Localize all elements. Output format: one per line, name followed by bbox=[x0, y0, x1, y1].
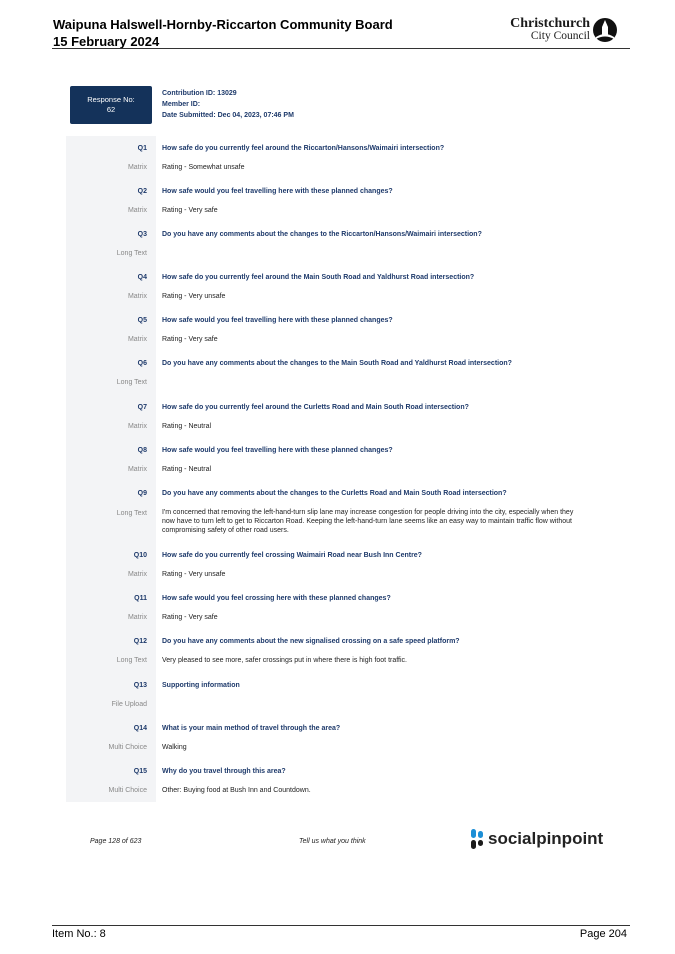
question-number: Q2 bbox=[137, 188, 147, 195]
answer-value: Rating - Very unsafe bbox=[162, 293, 226, 300]
footer-divider bbox=[52, 925, 630, 926]
answer-type: Matrix bbox=[127, 614, 147, 621]
question-number: Q14 bbox=[133, 725, 147, 732]
answer-row bbox=[0, 785, 675, 797]
question-number: Q4 bbox=[137, 274, 147, 281]
question-number: Q5 bbox=[137, 317, 147, 324]
question-row bbox=[0, 680, 675, 692]
question-text: How safe do you currently feel crossing Waimairi Road near Bush Inn Centre? bbox=[162, 552, 422, 559]
question-number: Q13 bbox=[133, 682, 147, 689]
response-number: 62 bbox=[106, 105, 116, 114]
answer-value: Other: Buying food at Bush Inn and Countdown. bbox=[162, 787, 311, 794]
question-number: Q6 bbox=[137, 360, 147, 367]
question-row bbox=[0, 550, 675, 562]
answer-type: Matrix bbox=[127, 423, 147, 430]
answer-type: Long Text bbox=[116, 250, 147, 257]
cathedral-icon bbox=[592, 17, 618, 43]
question-row bbox=[0, 636, 675, 648]
header-divider bbox=[52, 48, 630, 49]
question-text: Why do you travel through this area? bbox=[162, 768, 286, 775]
answer-row bbox=[0, 205, 675, 217]
response-label: Response No: bbox=[87, 95, 135, 104]
question-text: Do you have any comments about the changes to the Curletts Road and Main South Road intersection? bbox=[162, 490, 507, 497]
answer-row bbox=[0, 291, 675, 303]
question-row bbox=[0, 766, 675, 778]
date-submitted-label: Date Submitted: bbox=[162, 112, 216, 119]
question-row bbox=[0, 358, 675, 370]
question-number: Q8 bbox=[137, 447, 147, 454]
answer-type: Matrix bbox=[127, 293, 147, 300]
answer-row bbox=[0, 612, 675, 624]
answer-value: Very pleased to see more, safer crossings put in where there is high foot traffic. bbox=[162, 657, 407, 664]
answer-type: File Upload bbox=[111, 701, 147, 708]
item-number: Item No.: 8 bbox=[52, 928, 106, 940]
question-row bbox=[0, 186, 675, 198]
answer-row bbox=[0, 162, 675, 174]
question-row bbox=[0, 272, 675, 284]
contribution-id: 13029 bbox=[217, 90, 237, 97]
question-number: Q3 bbox=[137, 231, 147, 238]
answer-row bbox=[0, 377, 675, 389]
answer-type: Long Text bbox=[116, 657, 147, 664]
question-number: Q10 bbox=[133, 552, 147, 559]
answer-value: Rating - Neutral bbox=[162, 466, 212, 473]
answer-type: Long Text bbox=[116, 379, 147, 386]
question-row bbox=[0, 315, 675, 327]
meeting-date: 15 February 2024 bbox=[53, 34, 160, 49]
board-name: Waipuna Halswell-Hornby-Riccarton Community Board bbox=[53, 17, 393, 32]
question-number: Q9 bbox=[137, 490, 147, 497]
answer-type: Matrix bbox=[127, 466, 147, 473]
question-text: How safe would you feel travelling here with these planned changes? bbox=[162, 188, 393, 195]
answer-type: Multi Choice bbox=[108, 787, 147, 794]
answer-row bbox=[0, 508, 675, 538]
answer-type: Multi Choice bbox=[108, 744, 147, 751]
answer-type: Matrix bbox=[127, 571, 147, 578]
question-row bbox=[0, 402, 675, 414]
question-text: What is your main method of travel through the area? bbox=[162, 725, 341, 732]
question-text: Supporting information bbox=[162, 682, 240, 689]
answer-row bbox=[0, 248, 675, 260]
answer-value: Rating - Neutral bbox=[162, 423, 212, 430]
question-number: Q15 bbox=[133, 768, 147, 775]
answer-value: Rating - Very safe bbox=[162, 614, 218, 621]
brand-name: socialpinpoint bbox=[488, 829, 604, 848]
answer-value: Rating - Very safe bbox=[162, 336, 218, 343]
question-row bbox=[0, 445, 675, 457]
document-header bbox=[53, 16, 393, 50]
question-number: Q7 bbox=[137, 404, 147, 411]
question-row bbox=[0, 229, 675, 241]
answer-row bbox=[0, 699, 675, 711]
tagline: Tell us what you think bbox=[299, 838, 366, 845]
answer-type: Matrix bbox=[127, 207, 147, 214]
answer-value: Rating - Very unsafe bbox=[162, 571, 226, 578]
logo-line-2: City Council bbox=[530, 30, 590, 42]
answer-type: Matrix bbox=[127, 336, 147, 343]
question-text: How safe would you feel travelling here with these planned changes? bbox=[162, 447, 393, 454]
question-text: Do you have any comments about the new signalised crossing on a safe speed platform? bbox=[162, 638, 460, 645]
answer-row bbox=[0, 421, 675, 433]
question-row bbox=[0, 593, 675, 605]
answer-row bbox=[0, 569, 675, 581]
question-text: How safe do you currently feel around the Curletts Road and Main South Road intersection? bbox=[162, 404, 469, 411]
question-text: How safe would you feel crossing here with these planned changes? bbox=[162, 595, 391, 602]
answer-value: Walking bbox=[162, 744, 187, 751]
answer-type: Matrix bbox=[127, 164, 147, 171]
answer-row bbox=[0, 464, 675, 476]
question-text: Do you have any comments about the changes to the Riccarton/Hansons/Waimairi intersection? bbox=[162, 231, 482, 238]
page-number: Page 204 bbox=[579, 928, 627, 940]
question-text: How safe do you currently feel around the Main South Road and Yaldhurst Road intersection? bbox=[162, 274, 475, 281]
question-text: How safe do you currently feel around the Riccarton/Hansons/Waimairi intersection? bbox=[162, 145, 445, 152]
answer-row bbox=[0, 655, 675, 667]
response-number-badge bbox=[70, 86, 152, 124]
question-text: How safe would you feel travelling here with these planned changes? bbox=[162, 317, 393, 324]
member-label: Member ID: bbox=[162, 101, 201, 108]
date-submitted-value: Dec 04, 2023, 07:46 PM bbox=[217, 112, 294, 119]
answer-row bbox=[0, 742, 675, 754]
question-row bbox=[0, 143, 675, 155]
question-text: Do you have any comments about the changes to the Main South Road and Yaldhurst Road intersection? bbox=[162, 360, 512, 367]
contribution-label: Contribution ID: bbox=[162, 90, 216, 97]
question-number: Q11 bbox=[134, 595, 147, 602]
question-row bbox=[0, 488, 675, 500]
answer-type: Long Text bbox=[116, 510, 147, 517]
answer-value: I'm concerned that removing the left-hand-turn slip lane may increase congestion for people driving into the city, especially when they now have to turn left to get to Riccarton Road. Keeping the left-hand-turn lane seems like an easy way to maintain traffic flow without compromising safety of other road users. bbox=[162, 509, 574, 534]
answer-value: Rating - Very safe bbox=[162, 207, 218, 214]
submission-meta bbox=[162, 88, 294, 121]
logo-line-1: Christchurch bbox=[510, 16, 590, 31]
question-number: Q12 bbox=[133, 638, 147, 645]
question-row bbox=[0, 723, 675, 735]
pinpoint-icon bbox=[470, 828, 484, 850]
question-number: Q1 bbox=[137, 145, 147, 152]
source-page-number: Page 128 of 623 bbox=[90, 838, 142, 845]
answer-row bbox=[0, 334, 675, 346]
council-logo bbox=[510, 16, 626, 44]
answer-value: Rating - Somewhat unsafe bbox=[162, 164, 245, 171]
